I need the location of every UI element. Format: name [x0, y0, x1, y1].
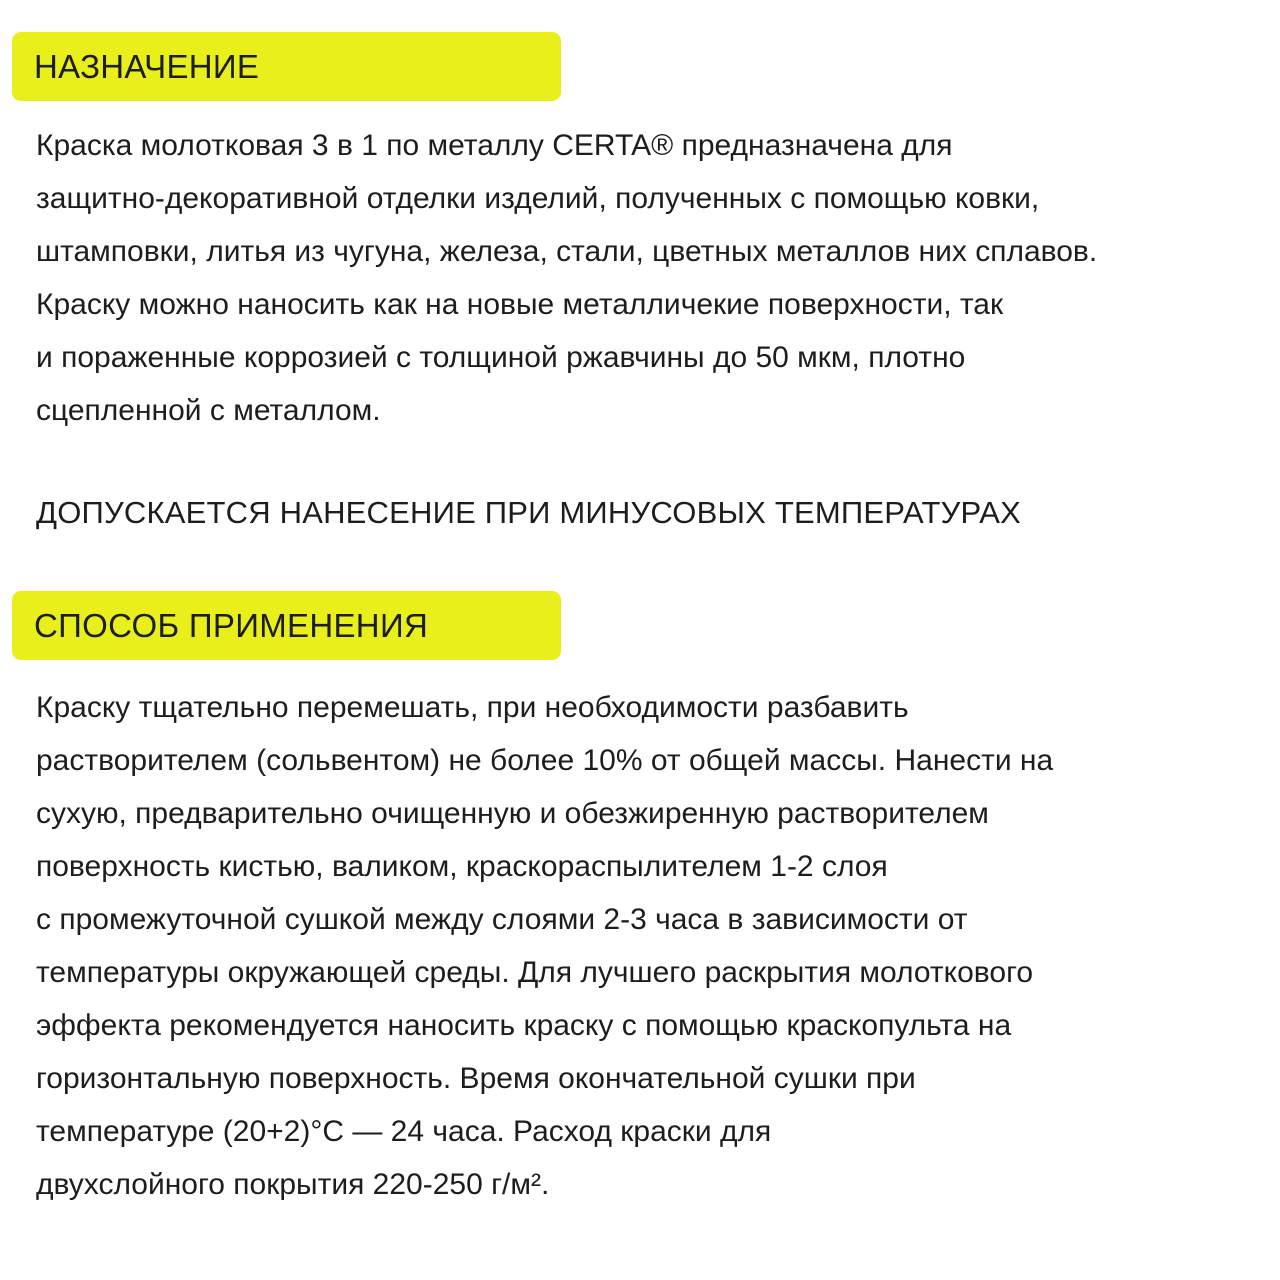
subzero-application-note: ДОПУСКАЕТСЯ НАНЕСЕНИЕ ПРИ МИНУСОВЫХ ТЕМПЕРАТУРАХ — [36, 495, 1022, 530]
purpose-line: Краску можно наносить как на новые металличекие поверхности, так — [36, 288, 1004, 321]
usage-line: температуры окружающей среды. Для лучшего раскрытия молоткового — [36, 956, 1034, 989]
purpose-line: сцепленной с металлом. — [36, 394, 381, 427]
usage-paragraph — [36, 681, 1272, 1211]
section-heading-purpose — [12, 32, 561, 101]
usage-line: температуре (20+2)°C — 24 часа. Расход краски для — [36, 1115, 772, 1148]
purpose-line: Краска молотковая 3 в 1 по металлу CERTA® предназначена для — [36, 129, 953, 162]
purpose-line: защитно-декоративной отделки изделий, полученных с помощью ковки, — [36, 182, 1040, 215]
usage-line: с промежуточной сушкой между слоями 2-3 часа в зависимости от — [36, 903, 968, 936]
usage-line: поверхность кистью, валиком, краскораспылителем 1-2 слоя — [36, 850, 888, 883]
usage-line: горизонтальную поверхность. Время окончательной сушки при — [36, 1062, 916, 1095]
usage-line: Краску тщательно перемешать, при необходимости разбавить — [36, 691, 909, 724]
usage-line: сухую, предварительно очищенную и обезжиренную растворителем — [36, 797, 989, 830]
usage-line: двухслойного покрытия 220-250 г/м². — [36, 1168, 550, 1201]
usage-line: растворителем (сольвентом) не более 10% от общей массы. Нанести на — [36, 744, 1054, 777]
section-heading-usage — [12, 591, 561, 660]
section-heading-usage-label: СПОСОБ ПРИМЕНЕНИЯ — [34, 606, 429, 644]
section-heading-purpose-label: НАЗНАЧЕНИЕ — [34, 47, 260, 85]
purpose-line: и пораженные коррозией с толщиной ржавчины до 50 мкм, плотно — [36, 341, 966, 374]
purpose-line: штамповки, литья из чугуна, железа, стали, цветных металлов них сплавов. — [36, 235, 1098, 268]
purpose-paragraph — [36, 119, 1272, 437]
usage-line: эффекта рекомендуется наносить краску с помощью краскопульта на — [36, 1009, 1012, 1042]
